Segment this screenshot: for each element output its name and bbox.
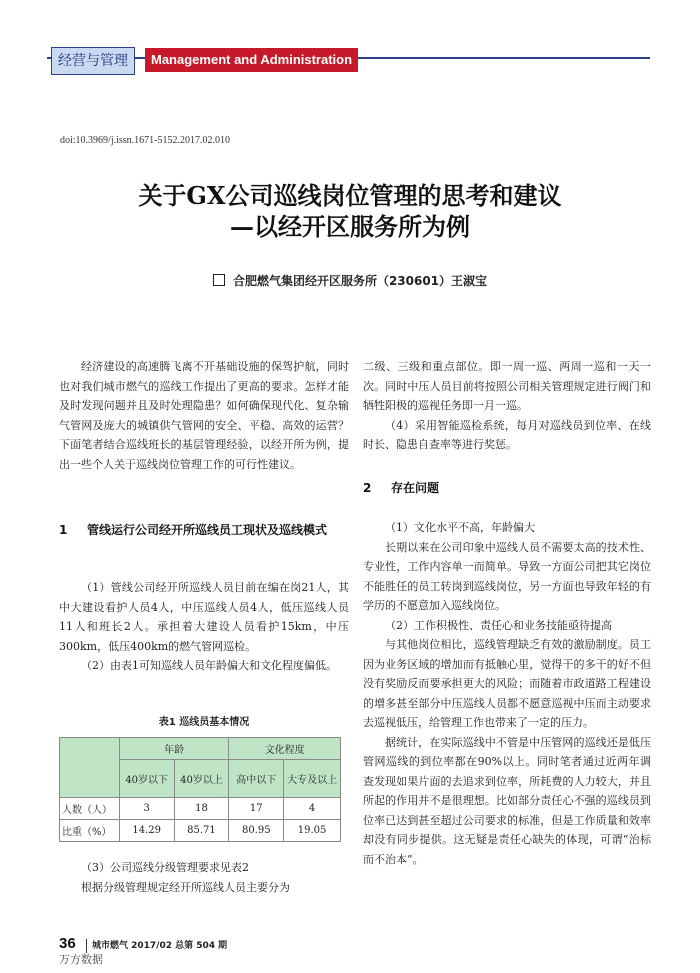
intro-paragraph: 经济建设的高速腾飞离不开基础设施的保驾护航，同时也对我们城市燃气的巡线工作提出了更高的要求。怎样才能及时发现问题并且及时处理隐患？如何确保现代化、复杂输气管网及庞大的城镇供气管网的安全、平稳、高效的运营？下面笔者结合巡线班长的基层管理经验，以经开所为例，提出一些个人关于巡线岗位管理工作的可行性建议。 bbox=[59, 360, 349, 471]
subheading: （1）文化水平不高，年龄偏大 bbox=[385, 521, 535, 534]
right-column-body bbox=[363, 518, 651, 869]
table-row bbox=[60, 798, 341, 820]
section-1-title: 管线运行公司经开所巡线员工现状及巡线模式 bbox=[87, 523, 328, 537]
page-number: 36 bbox=[59, 935, 76, 952]
author-text: 合肥燃气集团经开区服务所（230601）王淑宝 bbox=[232, 274, 488, 288]
left-column-tail bbox=[59, 858, 349, 897]
left-column-intro bbox=[59, 357, 349, 474]
section-2-number: 2 bbox=[363, 481, 372, 495]
table-col-header: 高中以下 bbox=[229, 760, 284, 798]
row-label: 人数（人） bbox=[60, 798, 120, 820]
table-row bbox=[60, 820, 341, 842]
table-caption: 表1 巡线员基本情况 bbox=[158, 717, 250, 728]
table-group-age: 年龄 bbox=[119, 738, 229, 760]
subheading: （2）工作积极性、责任心和业务技能亟待提高 bbox=[385, 618, 612, 632]
table-cell: 18 bbox=[174, 798, 229, 820]
section-label-en: Management and Administration bbox=[145, 48, 358, 72]
paragraph: 根据分级管理规定经开所巡线人员主要分为 bbox=[81, 880, 290, 894]
table-col-header: 40岁以下 bbox=[119, 760, 174, 798]
table-corner bbox=[60, 738, 120, 798]
table-col-header: 大专及以上 bbox=[284, 760, 341, 798]
section-1-heading bbox=[59, 520, 349, 540]
table-group-education: 文化程度 bbox=[229, 738, 341, 760]
paragraph: （1）管线公司经开所巡线人员目前在编在岗21人，其中大建设看护人员4人，中压巡线人员4人，低压巡线人员11人和班长2人。承担着大建设人员看护15km，中压300km，低压400km的燃气管网巡检。 bbox=[59, 581, 349, 653]
paragraph: 长期以来在公司印象中巡线人员不需要太高的技术性、专业性，工作内容单一而简单。导致一方面公司把其它岗位不能胜任的员工转岗到巡线岗位，另一方面也导致年轻的有学历的不愿意加入巡线岗位。 bbox=[363, 540, 651, 612]
square-bullet-icon bbox=[213, 274, 225, 286]
right-column-top bbox=[363, 357, 651, 455]
table-cell: 85.71 bbox=[174, 820, 229, 842]
paragraph: 与其他岗位相比，巡线管理缺乏有效的激励制度。员工因为业务区域的增加而有抵触心里，觉得干的多干的好不但没有奖励反而要承担更大的风险；而随着市政道路工程建设的增多甚至部分中压巡线人员都不愿意巡视中压而主动要求去巡视低压，给管理工作也带来了一定的压力。 bbox=[363, 638, 651, 729]
article-subtitle: —以经开区服务所为例 bbox=[230, 212, 470, 241]
doi[interactable]: doi:10.3969/j.issn.1671-5152.2017.02.010 bbox=[60, 135, 231, 146]
journal-info: 城市燃气 2017/02 总第 504 期 bbox=[92, 941, 228, 951]
paragraph: （4）采用智能巡检系统，每月对巡线员到位率、在线时长、隐患自查率等进行奖惩。 bbox=[363, 418, 651, 451]
section-label-cn: 经营与管理 bbox=[51, 47, 135, 75]
author-line bbox=[0, 272, 700, 289]
section-2-title: 存在问题 bbox=[391, 481, 440, 495]
row-label: 比重（%） bbox=[60, 820, 120, 842]
paragraph: （3）公司巡线分级管理要求见表2 bbox=[81, 861, 249, 874]
article-title: 关于GX公司巡线岗位管理的思考和建议 bbox=[138, 181, 562, 210]
left-column-body bbox=[59, 578, 349, 676]
table-cell: 14.29 bbox=[119, 820, 174, 842]
section-1-number: 1 bbox=[59, 523, 68, 537]
table-col-header: 40岁以上 bbox=[174, 760, 229, 798]
table-cell: 3 bbox=[119, 798, 174, 820]
table-cell: 80.95 bbox=[229, 820, 284, 842]
section-2-heading bbox=[363, 478, 651, 498]
paragraph: （2）由表1可知巡线人员年龄偏大和文化程度偏低。 bbox=[81, 659, 337, 672]
table-cell: 19.05 bbox=[284, 820, 341, 842]
staff-table bbox=[59, 737, 341, 842]
paragraph: 据统计，在实际巡线中不管是中压管网的巡线还是低压管网巡线的到位率都在90%以上。同时笔者通过近两年调查发现如果片面的去追求到位率，所耗费的人力较大，并且所起的作用并不是很理想。比如部分责任心不强的巡线员到位率已达到甚至超过公司要求的标准，但是工作质量和效率却没有同步提供。这无疑是责任心缺失的体现，可谓“治标而不治本”。 bbox=[363, 735, 651, 866]
table-cell: 4 bbox=[284, 798, 341, 820]
paragraph: 二级、三级和重点部位。即一周一巡、两周一巡和一天一次。同时中压人员目前将按照公司相关管理规定进行阀门和牺牲阳极的巡视任务即一月一巡。 bbox=[363, 360, 651, 412]
watermark: 万方数据 bbox=[59, 953, 103, 966]
table-cell: 17 bbox=[229, 798, 284, 820]
